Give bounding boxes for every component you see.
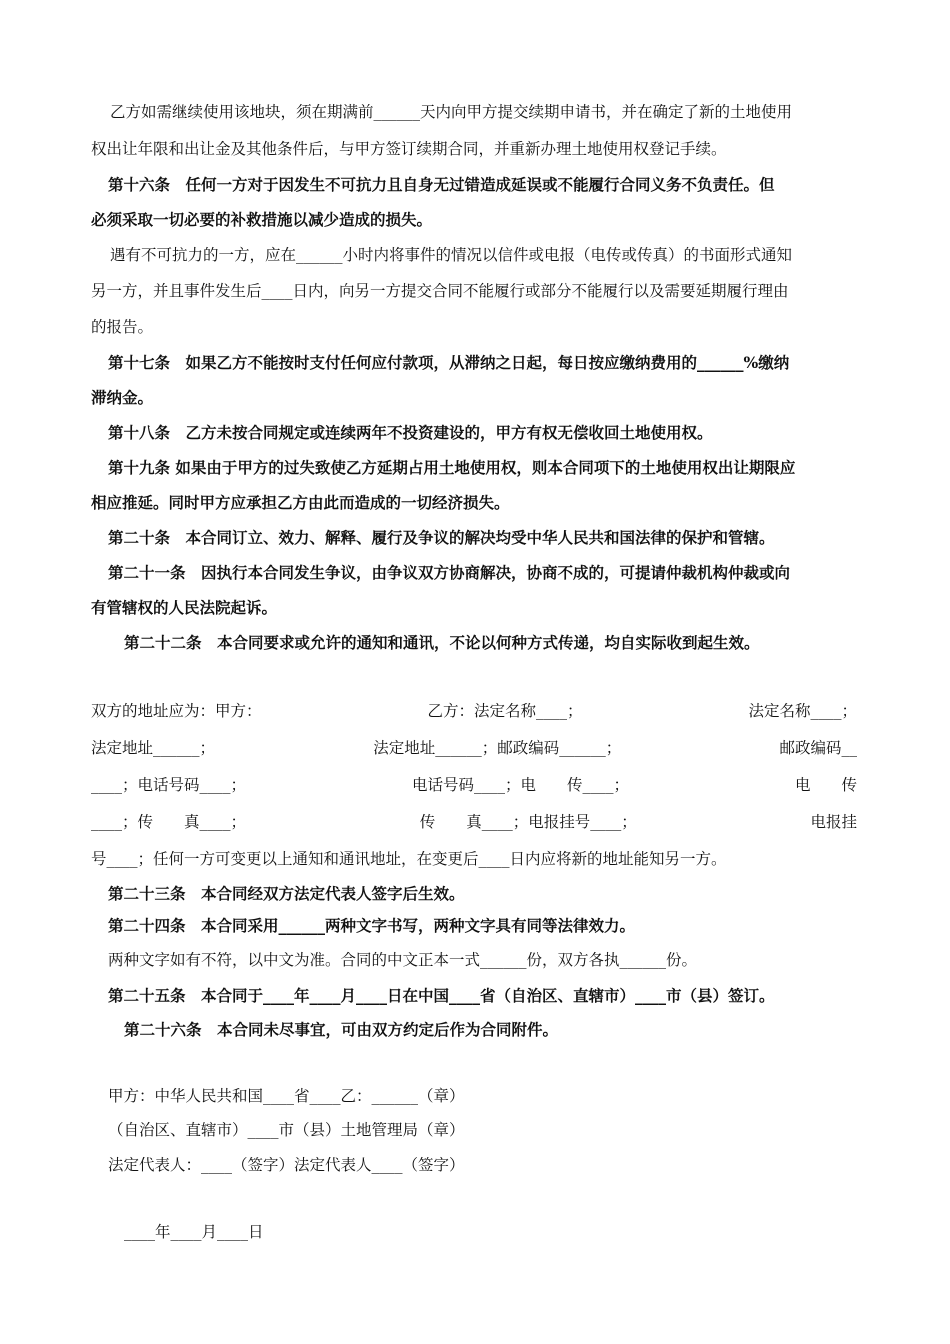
article-26: 第二十六条 本合同未尽事宜，可由双方约定后作为合同附件。 bbox=[124, 1020, 559, 1039]
article-19-line-2: 相应推延。同时甲方应承担乙方由此而造成的一切经济损失。 bbox=[91, 493, 510, 512]
article-20: 第二十条 本合同订立、效力、解释、履行及争议的解决均受中华人民共和国法律的保护和管辖。 bbox=[108, 528, 775, 547]
address-row-2-col-3: 邮政编码__ bbox=[779, 739, 857, 757]
article-22: 第二十二条 本合同要求或允许的通知和通讯，不论以何种方式传递，均自实际收到起生效。 bbox=[124, 633, 760, 652]
article-17-line-2: 滞纳金。 bbox=[91, 388, 154, 407]
force-majeure-paragraph-line-1: 遇有不可抗力的一方，应在______小时内将事件的情况以信件或电报（电传或传真）的书面形式通知 bbox=[110, 246, 793, 264]
address-row-1-col-3: 法定名称____； bbox=[748, 702, 857, 720]
address-row-2-col-2: 法定地址______；邮政编码______； bbox=[373, 739, 622, 757]
address-row-2-col-1: 法定地址______； bbox=[91, 739, 216, 757]
signature-line-3: 法定代表人：____（签字）法定代表人____（签字） bbox=[108, 1156, 465, 1174]
article-24: 第二十四条 本合同采用______两种文字书写，两种文字具有同等法律效力。 bbox=[108, 916, 636, 935]
address-row-4-col-2: 传 真____；电报挂号____； bbox=[419, 813, 637, 831]
article-17-line-1: 第十七条 如果乙方不能按时支付任何应付款项，从滞纳之日起，每日按应缴纳费用的______%缴纳 bbox=[108, 353, 790, 372]
address-row-4 bbox=[91, 812, 857, 832]
address-row-2 bbox=[91, 738, 857, 758]
address-row-3-col-2: 电话号码____；电 传____； bbox=[411, 776, 629, 794]
renewal-paragraph-line-1: 乙方如需继续使用该地块，须在期满前______天内向甲方提交续期申请书，并在确定了新的土地使用 bbox=[110, 103, 793, 121]
address-row-1-col-2: 乙方：法定名称____； bbox=[427, 702, 583, 720]
address-row-3-col-3: 电 传 bbox=[794, 776, 857, 794]
address-row-1 bbox=[91, 701, 857, 721]
address-row-4-col-3: 电报挂 bbox=[810, 813, 857, 831]
renewal-paragraph-line-2: 权出让年限和出让金及其他条件后，与甲方签订续期合同，并重新办理土地使用权登记手续。 bbox=[91, 140, 727, 158]
address-row-5: 号____；任何一方可变更以上通知和通讯地址，在变更后____日内应将新的地址能知另一方。 bbox=[91, 850, 727, 868]
article-21-line-1: 第二十一条 因执行本合同发生争议，由争议双方协商解决，协商不成的，可提请仲裁机构仲裁或向 bbox=[108, 563, 791, 582]
signature-line-1: 甲方：中华人民共和国____省____乙：______（章） bbox=[108, 1087, 465, 1105]
article-23: 第二十三条 本合同经双方法定代表人签字后生效。 bbox=[108, 884, 465, 903]
language-paragraph: 两种文字如有不符，以中文为准。合同的中文正本一式______份，双方各执______份。 bbox=[108, 951, 698, 969]
signature-line-2: （自治区、直辖市）____市（县）土地管理局（章） bbox=[108, 1121, 465, 1139]
address-row-1-col-1: 双方的地址应为：甲方： bbox=[91, 702, 262, 720]
article-21-line-2: 有管辖权的人民法院起诉。 bbox=[91, 598, 278, 617]
address-row-3 bbox=[91, 775, 857, 795]
article-18: 第十八条 乙方未按合同规定或连续两年不投资建设的，甲方有权无偿收回土地使用权。 bbox=[108, 423, 713, 442]
signing-date: ____年____月____日 bbox=[124, 1223, 264, 1241]
force-majeure-paragraph-line-3: 的报告。 bbox=[91, 318, 154, 336]
address-row-4-col-1: ____；传 真____； bbox=[91, 813, 247, 831]
article-16-line-2: 必须采取一切必要的补救措施以减少造成的损失。 bbox=[91, 210, 433, 229]
article-25: 第二十五条 本合同于____年____月____日在中国____省（自治区、直辖市）____市（县）签订。 bbox=[108, 986, 775, 1005]
article-16-line-1: 第十六条 任何一方对于因发生不可抗力且自身无过错造成延误或不能履行合同义务不负责任。但 bbox=[108, 175, 775, 194]
address-row-3-col-1: ____；电话号码____； bbox=[91, 776, 247, 794]
article-19-line-1: 第十九条 如果由于甲方的过失致使乙方延期占用土地使用权，则本合同项下的土地使用权出让期限应 bbox=[108, 458, 796, 477]
force-majeure-paragraph-line-2: 另一方，并且事件发生后____日内，向另一方提交合同不能履行或部分不能履行以及需要延期履行理由 bbox=[91, 282, 789, 300]
